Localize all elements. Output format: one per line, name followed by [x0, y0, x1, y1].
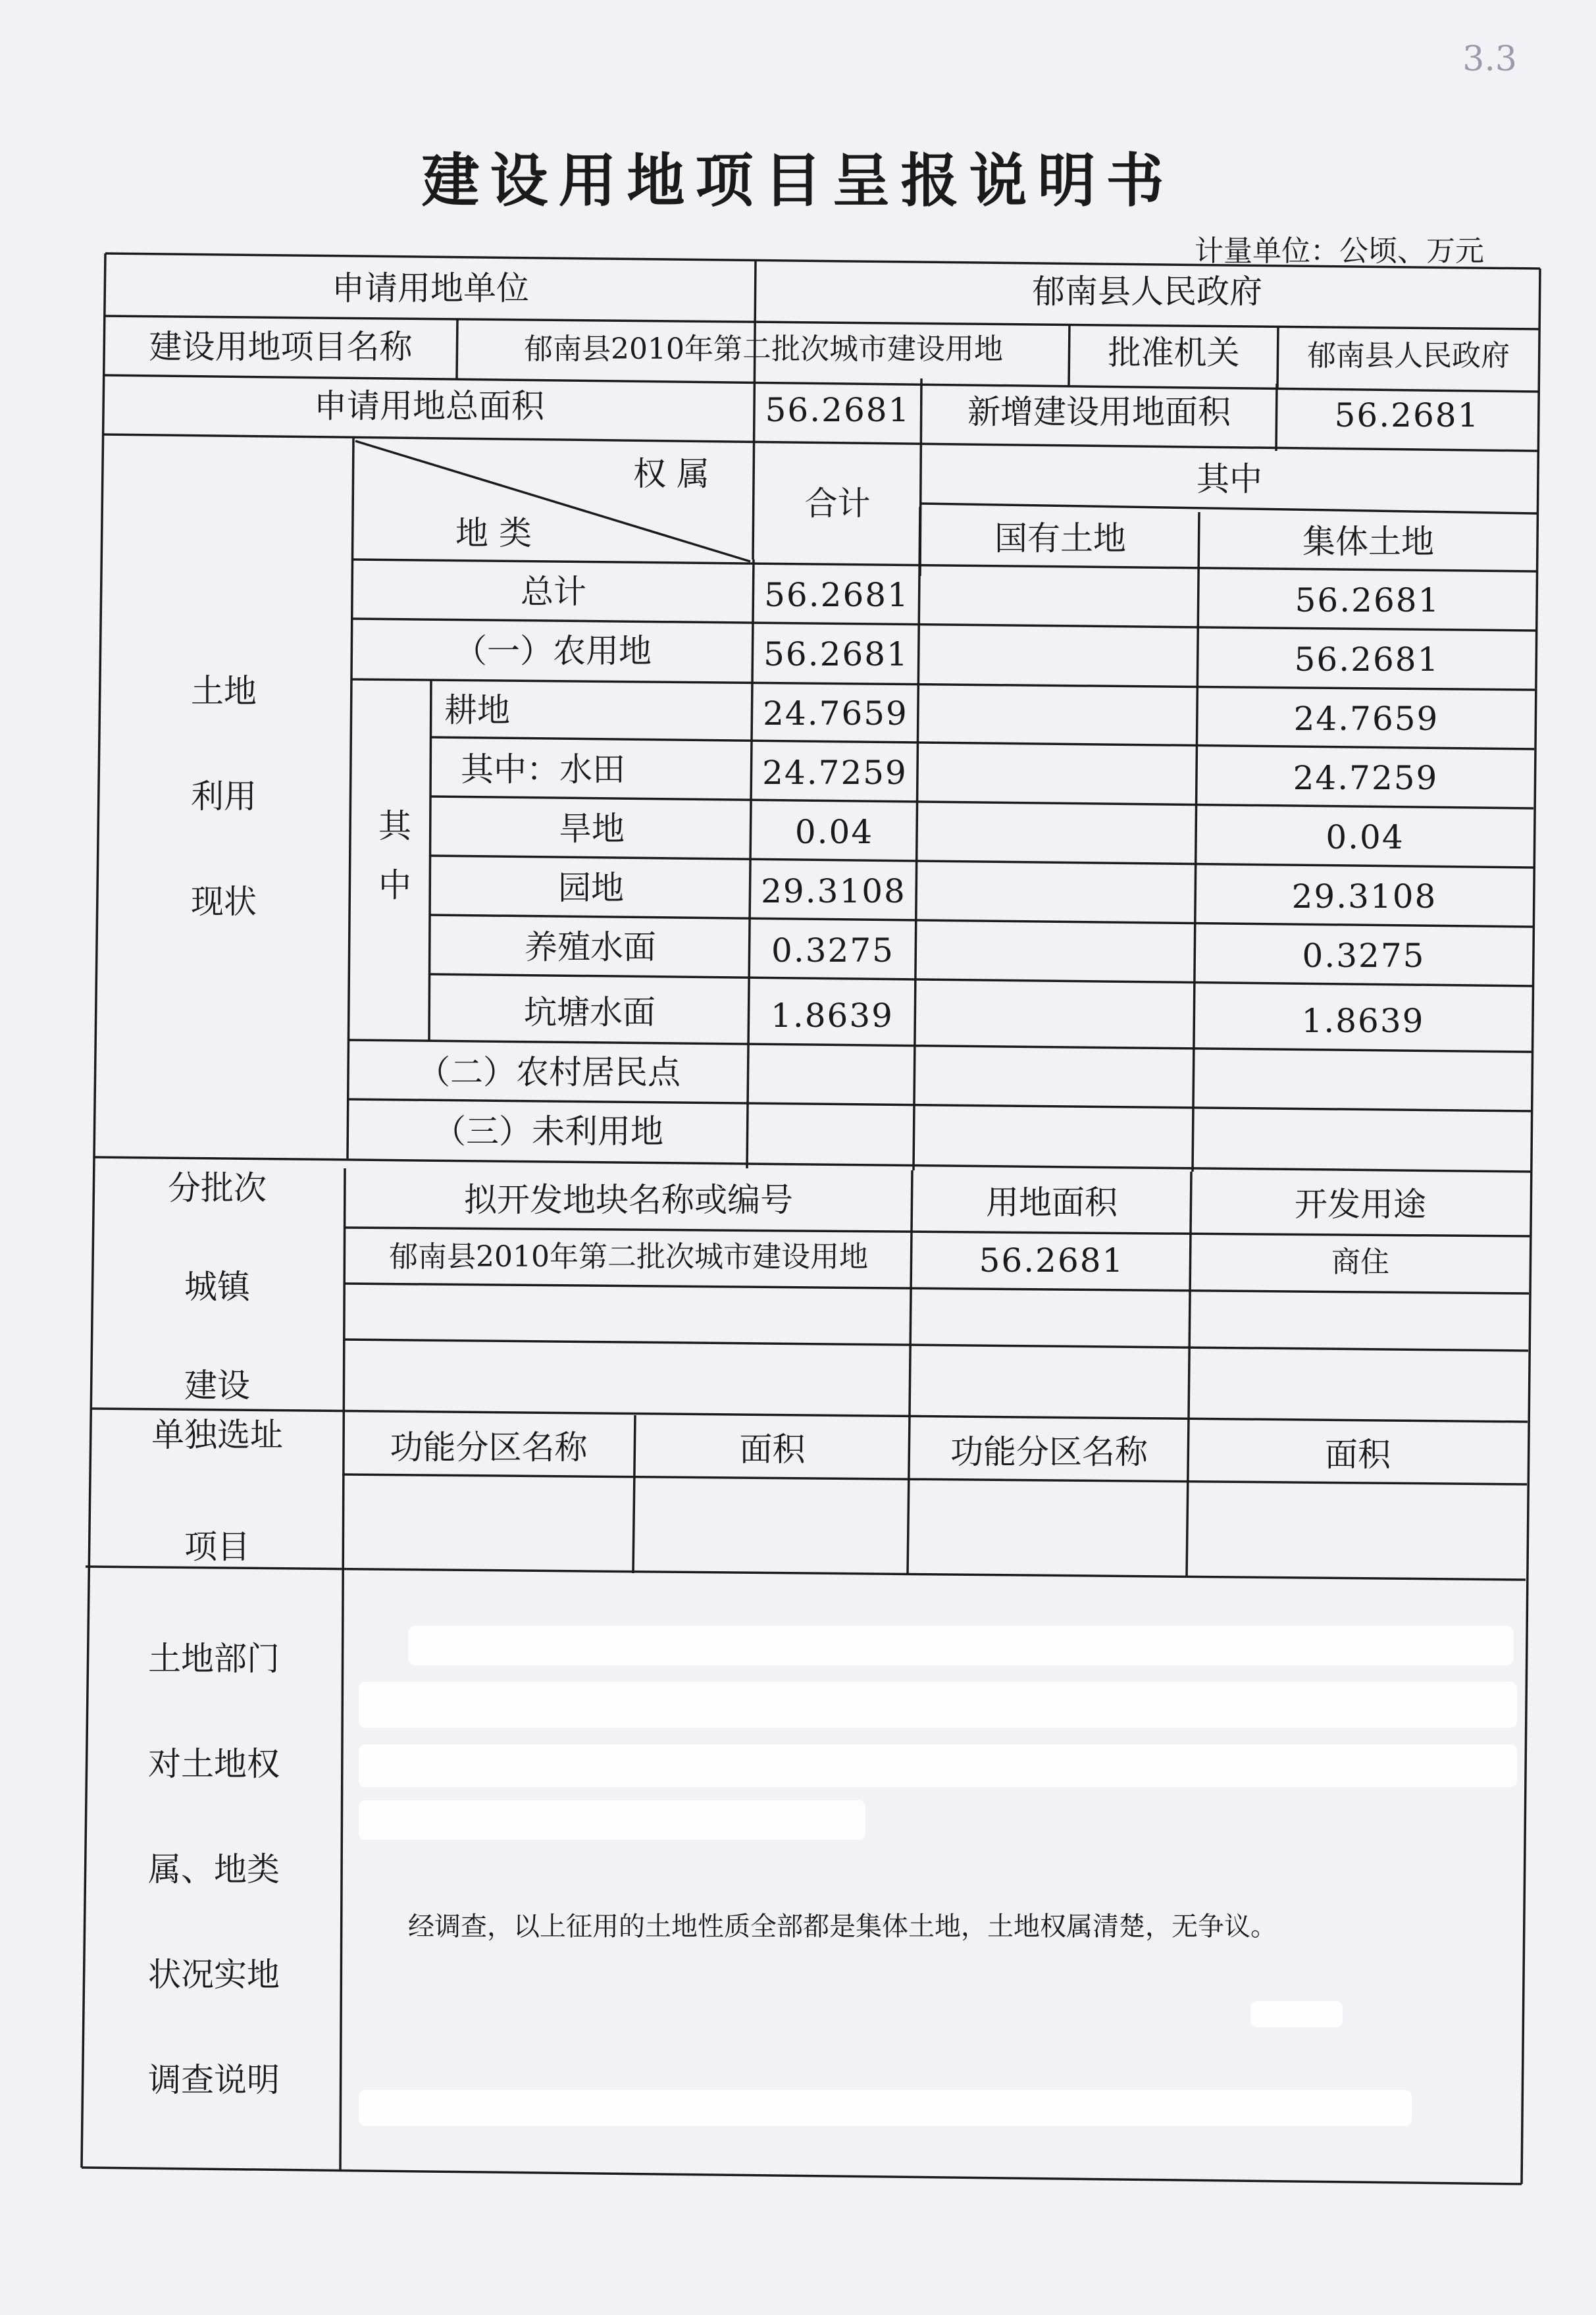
row-total: 24.7659: [763, 694, 908, 733]
grid-line: [82, 2168, 1522, 2184]
label-line: 中: [378, 866, 411, 904]
label-line: 建设: [184, 1366, 250, 1405]
survey-text: 经调查，以上征用的土地性质全部都是集体土地，土地权属清楚，无争议。: [408, 1912, 1277, 1942]
label-line: 现状: [191, 883, 257, 921]
redacted-block: [359, 2090, 1412, 2126]
label-line: 土地部门: [148, 1640, 280, 1678]
row-total: 0.3275: [771, 931, 894, 970]
row-collective: 0.04: [1326, 818, 1404, 856]
applicant-value: 郁南县人民政府: [1032, 272, 1262, 311]
new-area-value: 56.2681: [1334, 396, 1480, 434]
label-line: 属、地类: [148, 1850, 280, 1888]
row-label: 坑塘水面: [524, 993, 656, 1031]
label-line: 其: [378, 807, 411, 845]
survey-label: [112, 1639, 316, 2100]
row-label: 园地: [558, 869, 624, 907]
grid-line: [340, 1168, 345, 2170]
row-total: 56.2681: [763, 635, 909, 673]
zone-area-header-1: 面积: [739, 1430, 806, 1469]
row-total: 56.2681: [764, 576, 910, 614]
redacted-block: [408, 1626, 1514, 1665]
label-line: 城镇: [184, 1268, 250, 1306]
row-collective: 0.3275: [1302, 937, 1426, 975]
row-label: 养殖水面: [525, 928, 656, 966]
label-line: 分批次: [168, 1169, 267, 1207]
label-line: 项目: [184, 1528, 250, 1566]
label-line: 调查说明: [148, 2061, 280, 2099]
total-area-value: 56.2681: [765, 391, 911, 429]
col-of-which-header: 其中: [1197, 459, 1262, 498]
row-collective: 29.3108: [1291, 877, 1437, 916]
applicant-label: 申请用地单位: [332, 269, 529, 307]
grid-line: [344, 1340, 1528, 1351]
row-label: 耕地: [444, 691, 510, 729]
new-area-label: 新增建设用地面积: [967, 393, 1231, 431]
grid-line: [95, 1157, 1531, 1172]
redacted-block: [359, 1800, 865, 1840]
row-label: （一）农用地: [454, 632, 652, 670]
row-label: 其中：水田: [461, 750, 625, 789]
document-title: 建设用地项目呈报说明书: [421, 147, 1175, 215]
col-collective-header: 集体土地: [1302, 522, 1434, 561]
row-total: 24.7259: [762, 754, 908, 792]
row-collective: 56.2681: [1295, 581, 1441, 619]
batch-row-use: 商住: [1331, 1245, 1389, 1280]
unit-note: 计量单位：公顷、万元: [1195, 234, 1484, 268]
diag-ownership: 权 属: [633, 455, 709, 493]
redacted-block: [359, 1744, 1517, 1787]
batch-col-use: 开发用途: [1295, 1185, 1426, 1224]
label-line: 状况实地: [148, 1956, 280, 1994]
row-collective: 24.7659: [1293, 700, 1439, 738]
col-total-header: 合计: [804, 484, 871, 523]
row-total: 0.04: [794, 813, 874, 851]
separate-site-label: [125, 1415, 309, 1567]
zone-name-header-1: 功能分区名称: [390, 1428, 588, 1467]
label-line: 单独选址: [151, 1416, 283, 1454]
batch-col-name: 拟开发地块名称或编号: [464, 1181, 793, 1219]
redacted-block: [1250, 2001, 1343, 2027]
batch-row-name: 郁南县2010年第二批次城市建设用地: [389, 1240, 868, 1274]
approver-label: 批准机关: [1108, 334, 1240, 372]
grid-line: [86, 1567, 1526, 1580]
batch-col-area: 用地面积: [986, 1184, 1118, 1222]
row-collective: 1.8639: [1301, 1001, 1425, 1040]
diag-landclass: 地 类: [455, 514, 532, 552]
project-name-label: 建设用地项目名称: [149, 328, 413, 366]
row-collective: 24.7259: [1293, 759, 1439, 797]
land-status-label: [181, 671, 267, 922]
label-line: 土地: [191, 672, 257, 710]
row-label: （二）农村居民点: [417, 1053, 681, 1091]
row-label: 总计: [521, 573, 586, 611]
grid-line: [82, 253, 105, 2168]
project-name-value: 郁南县2010年第二批次城市建设用地: [524, 332, 1003, 366]
label-line: 对土地权: [148, 1745, 280, 1783]
zone-name-header-2: 功能分区名称: [950, 1433, 1148, 1471]
corner-mark: 3.3: [1462, 39, 1517, 79]
sub-label: [369, 806, 421, 905]
approver-value: 郁南县人民政府: [1307, 338, 1510, 373]
row-total: 29.3108: [761, 872, 906, 910]
zone-area-header-2: 面积: [1325, 1436, 1391, 1474]
total-area-label: 申请用地总面积: [314, 387, 544, 425]
batch-label: [151, 1168, 283, 1405]
redacted-block: [359, 1682, 1517, 1728]
label-line: 利用: [191, 777, 257, 816]
row-total: 1.8639: [771, 996, 894, 1035]
batch-row-area: 56.2681: [979, 1241, 1125, 1280]
row-label: 旱地: [559, 810, 625, 848]
col-state-header: 国有土地: [994, 519, 1126, 558]
row-collective: 56.2681: [1294, 640, 1440, 679]
row-label: （三）未利用地: [433, 1112, 663, 1151]
